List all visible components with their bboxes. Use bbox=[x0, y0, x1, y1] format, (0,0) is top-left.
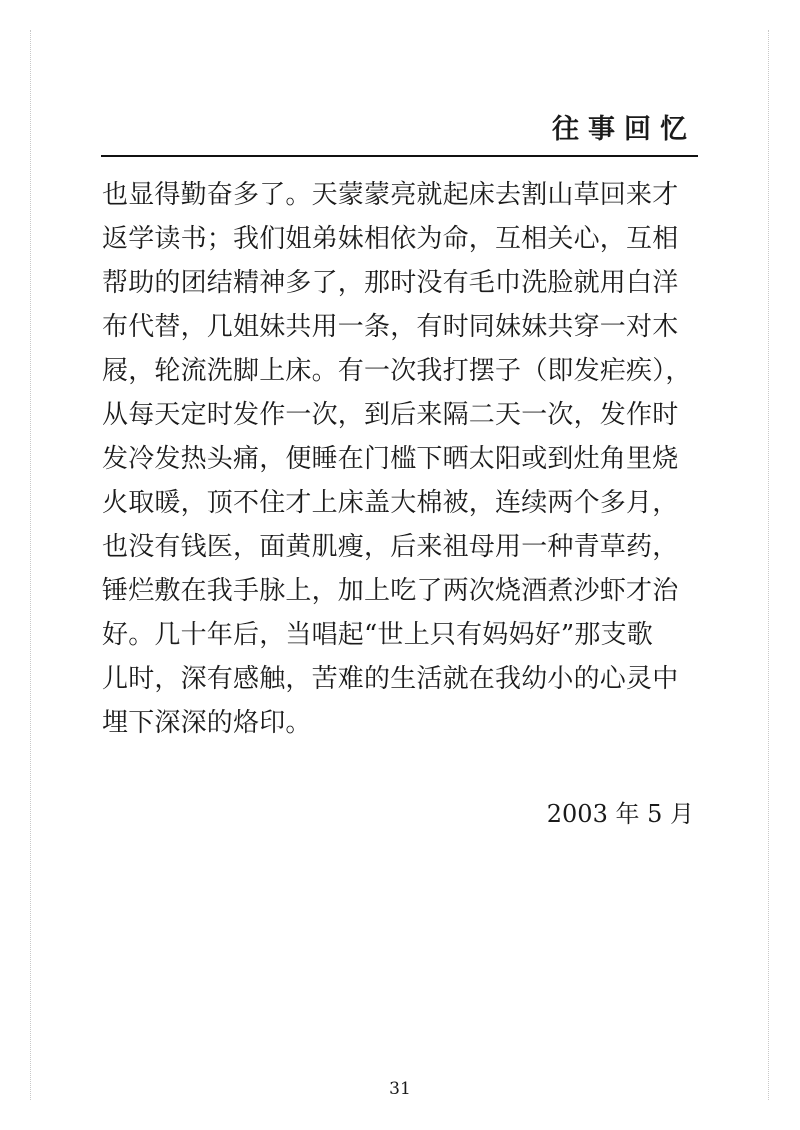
body-text bbox=[102, 173, 698, 745]
body-line: 屐，轮流洗脚上床。有一次我打摆子（即发疟疾）， bbox=[102, 356, 692, 386]
body-line: 发冷发热头痛，便睡在门槛下晒太阳或到灶角里烧 bbox=[102, 444, 679, 474]
body-line: 好。几十年后，当唱起“世上只有妈妈好”那支歌 bbox=[102, 620, 653, 650]
body-line: 从每天定时发作一次，到后来隔二天一次，发作时 bbox=[102, 400, 679, 430]
body-line: 锤烂敷在我手脉上，加上吃了两次烧酒煮沙虾才治 bbox=[102, 576, 679, 606]
running-header-title: 往事回忆 bbox=[552, 114, 696, 145]
body-line: 也显得勤奋多了。天蒙蒙亮就起床去割山草回来才 bbox=[102, 180, 679, 210]
body-line: 也没有钱医，面黄肌瘦，后来祖母用一种青草药， bbox=[102, 532, 679, 562]
right-scan-edge bbox=[768, 30, 769, 1100]
body-line: 儿时，深有感触，苦难的生活就在我幼小的心灵中 bbox=[102, 664, 679, 694]
body-line: 火取暖，顶不住才上床盖大棉被，连续两个多月， bbox=[102, 488, 679, 518]
left-scan-edge bbox=[30, 30, 31, 1100]
body-line: 埋下深深的烙印。 bbox=[102, 708, 312, 738]
date-signature: 2003 年 5 月 bbox=[546, 800, 694, 828]
body-line: 布代替，几姐妹共用一条，有时同妹妹共穿一对木 bbox=[102, 312, 679, 342]
body-line: 返学读书；我们姐弟妹相依为命，互相关心，互相 bbox=[102, 224, 679, 254]
page-number: 31 bbox=[389, 1079, 411, 1099]
body-line: 帮助的团结精神多了，那时没有毛巾洗脸就用白洋 bbox=[102, 268, 679, 298]
header-rule bbox=[101, 155, 698, 157]
